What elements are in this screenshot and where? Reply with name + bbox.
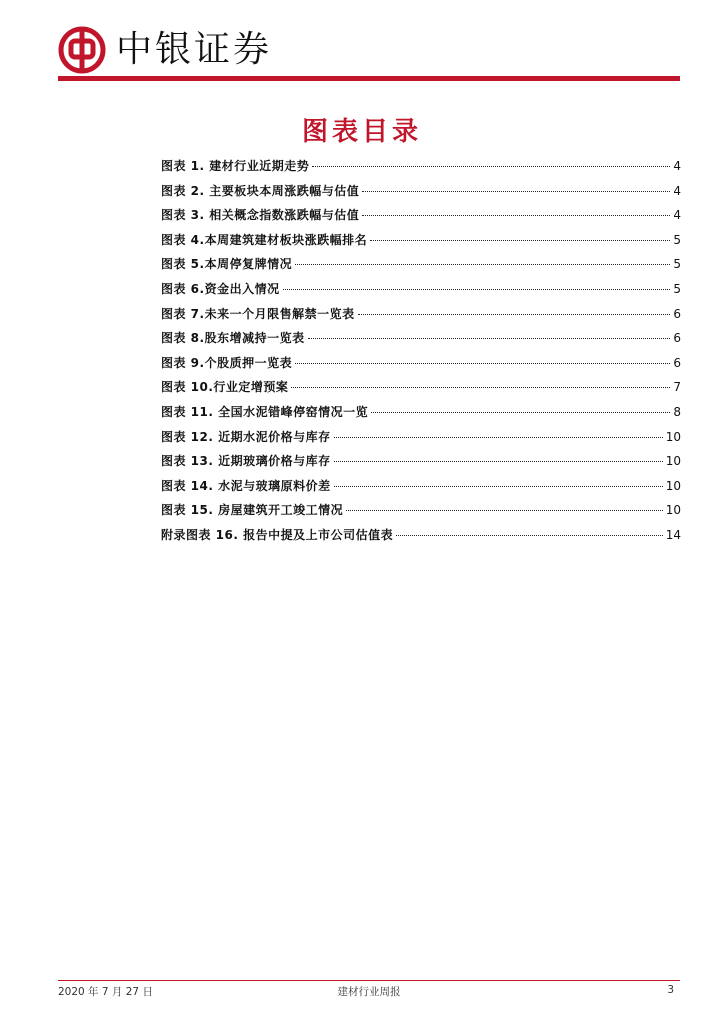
page-header [58,26,680,76]
toc-entry-label[interactable]: 图表 11. 全国水泥错峰停窑情况一览 [161,404,369,419]
toc-entry-label[interactable]: 图表 15. 房屋建筑开工竣工情况 [161,503,344,518]
toc-entry-page[interactable]: 5 [673,281,681,296]
toc-entry[interactable] [161,501,681,526]
toc-entry-label[interactable]: 图表 10.行业定增预案 [161,380,289,395]
footer-date: 2020 年 7 月 27 日 [58,986,153,998]
toc-entry[interactable] [161,428,681,453]
toc-entry-label[interactable]: 图表 2. 主要板块本周涨跌幅与估值 [161,183,360,198]
toc-entry-label[interactable]: 图表 8.股东增减持一览表 [161,331,305,346]
toc-dot-leader [362,215,670,216]
toc-entry-page[interactable]: 6 [673,331,681,346]
toc-entry-label[interactable]: 图表 9.个股质押一览表 [161,355,293,370]
footer-page-number: 3 [667,984,674,996]
toc-dot-leader [346,510,663,511]
toc-dot-leader [295,264,670,265]
toc-list [161,157,681,551]
toc-entry-label[interactable]: 图表 13. 近期玻璃价格与库存 [161,454,331,469]
toc-dot-leader [308,338,671,339]
toc-dot-leader [396,535,663,536]
toc-entry[interactable] [161,378,681,403]
toc-entry-page[interactable]: 10 [665,503,681,518]
toc-entry[interactable] [161,477,681,502]
toc-entry[interactable] [161,354,681,379]
footer-divider [58,980,680,981]
toc-entry-page[interactable]: 14 [665,527,681,542]
toc-entry-label[interactable]: 图表 14. 水泥与玻璃原料价差 [161,478,331,493]
toc-dot-leader [362,191,670,192]
toc-dot-leader [312,166,670,167]
toc-entry-label[interactable]: 图表 6.资金出入情况 [161,281,280,296]
toc-entry-page[interactable]: 6 [673,355,681,370]
toc-title: 图表目录 [301,117,422,147]
toc-entry-page[interactable]: 4 [673,159,681,173]
toc-entry-label[interactable]: 图表 4.本周建筑建材板块涨跌幅排名 [161,232,368,247]
toc-entry[interactable] [161,403,681,428]
footer-report-name: 建材行业周报 [337,986,401,998]
toc-entry-page[interactable]: 10 [665,429,681,444]
toc-dot-leader [334,461,663,462]
toc-dot-leader [291,387,670,388]
toc-entry-page[interactable]: 4 [673,208,681,223]
toc-dot-leader [370,240,670,241]
toc-entry[interactable] [161,255,681,280]
toc-entry[interactable] [161,526,681,551]
toc-entry-label[interactable]: 图表 7.未来一个月限售解禁一览表 [161,306,355,321]
toc-entry-page[interactable]: 7 [673,380,681,395]
toc-entry-page[interactable]: 4 [673,183,681,198]
toc-entry-page[interactable]: 5 [673,257,681,272]
toc-entry[interactable] [161,329,681,354]
toc-entry-label[interactable]: 图表 5.本周停复牌情况 [161,257,293,272]
page-footer [58,984,680,1000]
toc-entry[interactable] [161,280,681,305]
toc-entry-label[interactable]: 图表 3. 相关概念指数涨跌幅与估值 [161,208,360,223]
toc-dot-leader [371,412,670,413]
toc-entry[interactable] [161,305,681,330]
toc-entry[interactable] [161,231,681,256]
toc-entry-page[interactable]: 5 [673,232,681,247]
toc-entry-page[interactable]: 6 [673,306,681,321]
toc-entry-label[interactable]: 附录图表 16. 报告中提及上市公司估值表 [161,527,394,542]
toc-entry[interactable] [161,157,681,182]
toc-entry-page[interactable]: 8 [673,404,681,419]
toc-dot-leader [283,289,671,290]
brand-name: 中银证券 [116,29,273,70]
toc-entry[interactable] [161,206,681,231]
toc-entry[interactable] [161,452,681,477]
toc-entry-page[interactable]: 10 [665,454,681,469]
toc-entry[interactable] [161,182,681,207]
header-divider [58,76,680,81]
toc-entry-label[interactable]: 图表 12. 近期水泥价格与库存 [161,429,331,444]
toc-dot-leader [295,363,670,364]
toc-entry-label[interactable]: 图表 1. 建材行业近期走势 [161,159,310,173]
toc-entry-page[interactable]: 10 [665,478,681,493]
toc-dot-leader [334,486,663,487]
bank-of-china-logo-icon [58,26,106,74]
toc-dot-leader [358,314,671,315]
toc-dot-leader [334,437,663,438]
